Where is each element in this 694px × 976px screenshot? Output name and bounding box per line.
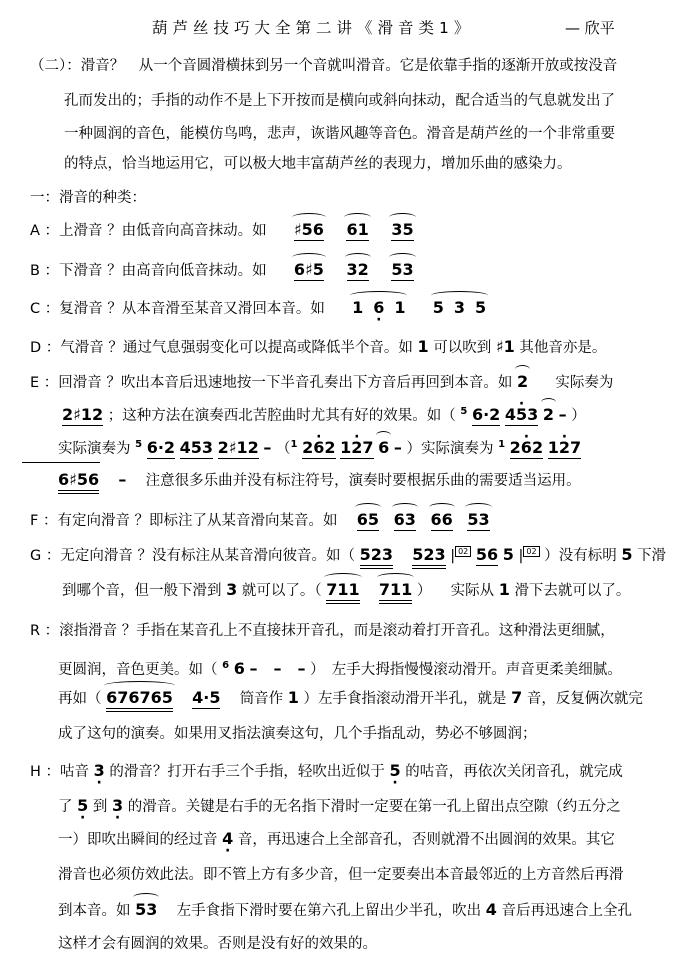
dash: – (393, 437, 402, 457)
item-h-line-1 (30, 761, 623, 782)
item-h-text: 到本音。如 (58, 903, 131, 919)
grace-note: 5 (460, 406, 468, 417)
item-d (30, 337, 606, 358)
item-h-text: 音后再迅速合上全孔 (501, 903, 632, 919)
item-r-line-4: 成了这句的演奏。如果用叉指法演奏这句，几个手指乱动，势必不够圆润； (58, 726, 537, 742)
item-e-text: ）实际演奏为 (406, 440, 494, 457)
note-6: 6 (233, 658, 245, 678)
item-d-text: 可以吹到 (433, 340, 492, 356)
item-h-text: 左手食指下滑时要在第六孔上留出少半孔，吹出 (176, 903, 482, 919)
note-example: 66 (430, 510, 453, 529)
item-r-text: 再如（ (58, 691, 102, 707)
item-h-text: 音，再迅速合上全部音孔，否则就滑不出圆润的效果。其它 (237, 832, 615, 848)
item-b (30, 260, 414, 281)
item-r-line-2 (58, 656, 622, 680)
item-r-text: 音，反复俩次就完 (526, 691, 643, 707)
item-g-text: 下滑 (637, 548, 667, 564)
note-group: 262 · (510, 438, 543, 459)
note-example: ♯56 (293, 220, 324, 239)
item-d-text: 其他音亦是。 (519, 340, 607, 356)
note-1: 1 (287, 688, 299, 707)
item-a-label: A ：上滑音 ？由低音向高音抹动。如 (30, 223, 267, 239)
item-h-text: 的咕音，再依次关闭音孔，就完成 (405, 764, 623, 780)
note-group: 6 (378, 437, 390, 457)
note-example: 61 (346, 220, 369, 239)
note-group: 5 (502, 545, 514, 564)
item-e-text: 注意很多乐曲并没有标注符号，演奏时要根据乐曲的需要适当运用。 (145, 473, 581, 489)
dashes: – – – (249, 658, 306, 678)
item-h-line-5 (58, 900, 632, 921)
item-r-text: 筒音作 (239, 691, 284, 707)
tie-line (22, 462, 100, 463)
intro-line-4: 的特点，恰当地运用它，可以极大地丰富葫芦丝的表现力，增加乐曲的感染力。 (64, 156, 572, 172)
item-c (30, 298, 486, 319)
note-4: 4 · (222, 829, 233, 849)
page-title: 葫芦丝技巧大全第二讲《滑音类1》 (152, 19, 475, 37)
item-g-text: ）没有标明 (544, 548, 617, 564)
grace-note: 5 (135, 439, 143, 450)
item-g-text: 到哪个音，但一般下滑到 (62, 583, 222, 599)
intro-line-3: 一种圆润的音色，能模仿鸟鸣，悲声，诙谐风趣等音色。滑音是葫芦丝的一个非常重要 (64, 126, 615, 142)
note-3: 3 · (94, 761, 105, 781)
paren: ） (416, 583, 432, 599)
grace-note: 6 (222, 660, 230, 671)
note-1: 1 (498, 580, 510, 599)
item-h-text: 一）即吹出瞬间的经过音 (58, 832, 218, 848)
intro-line-2: 孔而发出的；手指的动作不是上下开按而是横向或斜向抹动，配合适当的气息就发出了 (64, 93, 615, 109)
item-h-line-2 (58, 796, 621, 817)
item-h-text: 到 (92, 799, 108, 815)
note-group: 2 (542, 404, 555, 424)
note-group: 523 (412, 545, 445, 569)
note-7: 7 (511, 688, 523, 707)
item-r-text: ）左手食指滚动滑开半孔，就是 (303, 691, 507, 707)
item-r-text: 更圆润，音色更美。如（ (58, 661, 218, 678)
item-g-text: 滑下去就可以了。 (514, 583, 631, 599)
item-f-label: F ：有定向滑音 ？即标注了从某音滑向某音。如 (30, 513, 338, 529)
item-h-line-4: 滑音也必须仿效此法。即不管上方有多少音，但一定要奏出本音最邻近的上方音然后再滑 (58, 867, 624, 883)
item-g-text: G ：无定向滑音 ？没有标注从某音滑向彼音。如（ (30, 548, 355, 564)
note-group: 453 (179, 437, 214, 457)
item-e-text: 实际奏为 (555, 375, 614, 391)
note-2: 2 (517, 372, 529, 391)
paren: （ (276, 440, 291, 457)
note-example: 32 (346, 260, 369, 279)
note-group: 262 · (302, 438, 335, 459)
item-e-text: ；这种方法在演奏西北苦腔曲时尤其有好的效果。如（ (107, 407, 456, 424)
item-r-line-1: R ：滚指滑音 ？手指在某音孔上不直接抹开音孔，而是滚动着打开音孔。这种滑法更细腻， (30, 623, 615, 639)
marker-box: 02 (523, 546, 539, 557)
item-g-line-2 (62, 580, 630, 604)
note-group: 711 (326, 580, 359, 604)
note-group: 6♯56 (58, 470, 99, 494)
barline: | (518, 548, 524, 564)
item-e-line-1 (30, 372, 613, 393)
item-e-line-2 (62, 402, 586, 426)
note-example: 65 (356, 510, 380, 529)
note-5: 5 (621, 545, 633, 564)
item-h-text: 的滑音？打开右手三个手指，轻吹出近似于 (109, 764, 385, 780)
note-group: 127 · (548, 438, 581, 459)
item-e-text: E ：回滑音 ？吹出本音后迅速地按一下半音孔奏出下方音后再回到本音。如 (30, 375, 513, 391)
note-group: 4·5 (192, 688, 221, 707)
item-g-text: 就可以了。（ (241, 583, 322, 599)
item-e-line-3 (58, 435, 581, 459)
item-b-label: B ：下滑音 ？由高音向低音抹动。如 (30, 263, 267, 279)
item-h-text: 的滑音。关键是右手的无名指下滑时一定要在第一孔上留出点空隙（约五分之 (127, 799, 621, 815)
intro-line-1: （二）：滑音？ 从一个音圆滑横抹到另一个音就叫滑音。它是依靠手指的逐渐开放或按没音 (30, 58, 618, 74)
note-3: 3 · (112, 796, 123, 816)
note-group: 127 · (340, 438, 373, 459)
note-4: 4 (485, 900, 497, 919)
dash: – (263, 437, 272, 457)
dash: – (118, 470, 127, 489)
dash: – (558, 404, 567, 424)
item-f (30, 510, 490, 531)
note-group: 6·2 (146, 437, 176, 457)
note-example: 63 (393, 510, 416, 529)
note-group: 53 (135, 900, 158, 919)
note-example: 53 (467, 510, 490, 529)
note-group: 2♯12 (217, 437, 259, 457)
note-3: 3 (226, 580, 238, 599)
item-h-line-6: 这样才会有圆润的效果。否则是没有好的效果的。 (58, 936, 377, 952)
grace-note: 1 (498, 439, 506, 450)
paren: ） (571, 407, 586, 424)
note-group: 711 (379, 580, 412, 604)
item-e-text: 实际演奏为 (58, 440, 131, 457)
item-h-text: 了 (58, 799, 73, 815)
author: — 欣平 (565, 19, 615, 37)
item-r-text: ） 左手大拇指慢慢滚动滑开。声音更柔美细腻。 (310, 661, 622, 678)
note-group: 56 (475, 545, 499, 564)
note-1: 1 (417, 337, 429, 356)
barline: | (450, 548, 456, 564)
note-group: 453 · (505, 405, 538, 426)
note-group: 2♯12 (62, 404, 104, 424)
item-g-text: 实际从 (450, 583, 495, 599)
item-d-text: D ：气滑音 ？通过气息强弱变化可以提高或降低半个音。如 (30, 340, 413, 356)
note-group: 6·2 (471, 404, 501, 424)
note-5: 5 · (389, 761, 400, 781)
item-g-line-1 (30, 545, 666, 569)
section-heading: 一：滑音的种类： (30, 190, 146, 206)
note-example: 35 (391, 220, 414, 239)
item-a (30, 220, 414, 241)
item-c-label: C ：复滑音 ？从本音滑至某音又滑回本音。如 (30, 301, 325, 317)
grace-note: 1 (290, 439, 298, 450)
marker-box: 02 (455, 546, 471, 557)
item-r-line-3 (58, 688, 643, 712)
note-example: 1 6 · 1 (352, 298, 405, 318)
note-5: 5 · (77, 796, 88, 816)
note-group: 523 (360, 545, 393, 569)
item-e-line-4 (58, 470, 581, 494)
note-example: 5 3 5 (432, 298, 487, 317)
note-group: 676765 (106, 688, 173, 712)
item-h-line-3 (58, 829, 615, 850)
note-example: 53 (391, 260, 414, 279)
note-example: 6♯5 (293, 260, 324, 279)
item-h-text: H ：咕音 (30, 764, 90, 780)
note-sharp-1: ♯1 (495, 337, 515, 356)
